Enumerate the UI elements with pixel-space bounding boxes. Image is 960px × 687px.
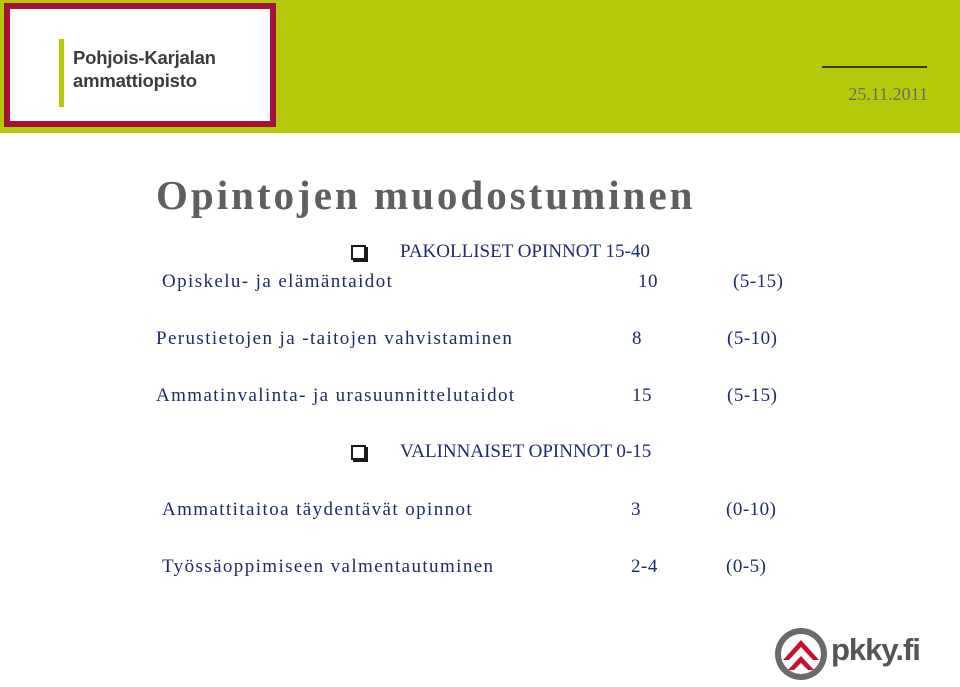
row-range: (5-10)	[727, 328, 778, 349]
row-name: Perustietojen ja -taitojen vahvistaminen	[156, 328, 514, 349]
logo-accent-bar	[59, 39, 64, 107]
row-credits: 10	[638, 271, 658, 292]
pkky-logo	[773, 626, 933, 682]
optional-heading	[351, 441, 651, 463]
checkbox-bullet-icon	[351, 445, 366, 460]
row-range: (0-10)	[726, 499, 777, 520]
row-name: Ammatinvalinta- ja urasuunnittelutaidot	[156, 385, 516, 406]
pkky-brand-text: pkky.fi	[831, 632, 920, 667]
row-name: Opiskelu- ja elämäntaidot	[162, 271, 394, 292]
slide-date: 25.11.2011	[848, 84, 928, 104]
optional-heading-label: VALINNAISET OPINNOT 0-15	[400, 441, 652, 462]
logo-line-2: ammattiopisto	[73, 70, 197, 91]
logo-line-1: Pohjois-Karjalan	[73, 47, 216, 68]
row-name: Ammattitaitoa täydentävät opinnot	[162, 499, 474, 520]
page-title: Opintojen muodostuminen	[156, 172, 696, 218]
checkbox-bullet-icon	[351, 245, 366, 260]
mandatory-heading-label: PAKOLLISET OPINNOT 15-40	[400, 241, 650, 262]
institution-logo	[4, 3, 276, 127]
row-range: (5-15)	[733, 271, 784, 292]
pkky-logo-icon	[773, 626, 829, 682]
row-credits: 8	[632, 328, 642, 349]
date-rule	[822, 66, 927, 68]
row-range: (5-15)	[727, 385, 778, 406]
row-credits: 3	[631, 499, 641, 520]
logo-text	[73, 46, 216, 92]
row-range: (0-5)	[726, 556, 767, 577]
mandatory-heading	[351, 241, 650, 263]
row-name: Työssäoppimiseen valmentautuminen	[162, 556, 495, 577]
header-band	[0, 0, 960, 133]
row-credits: 2-4	[631, 556, 658, 577]
row-credits: 15	[632, 385, 652, 406]
